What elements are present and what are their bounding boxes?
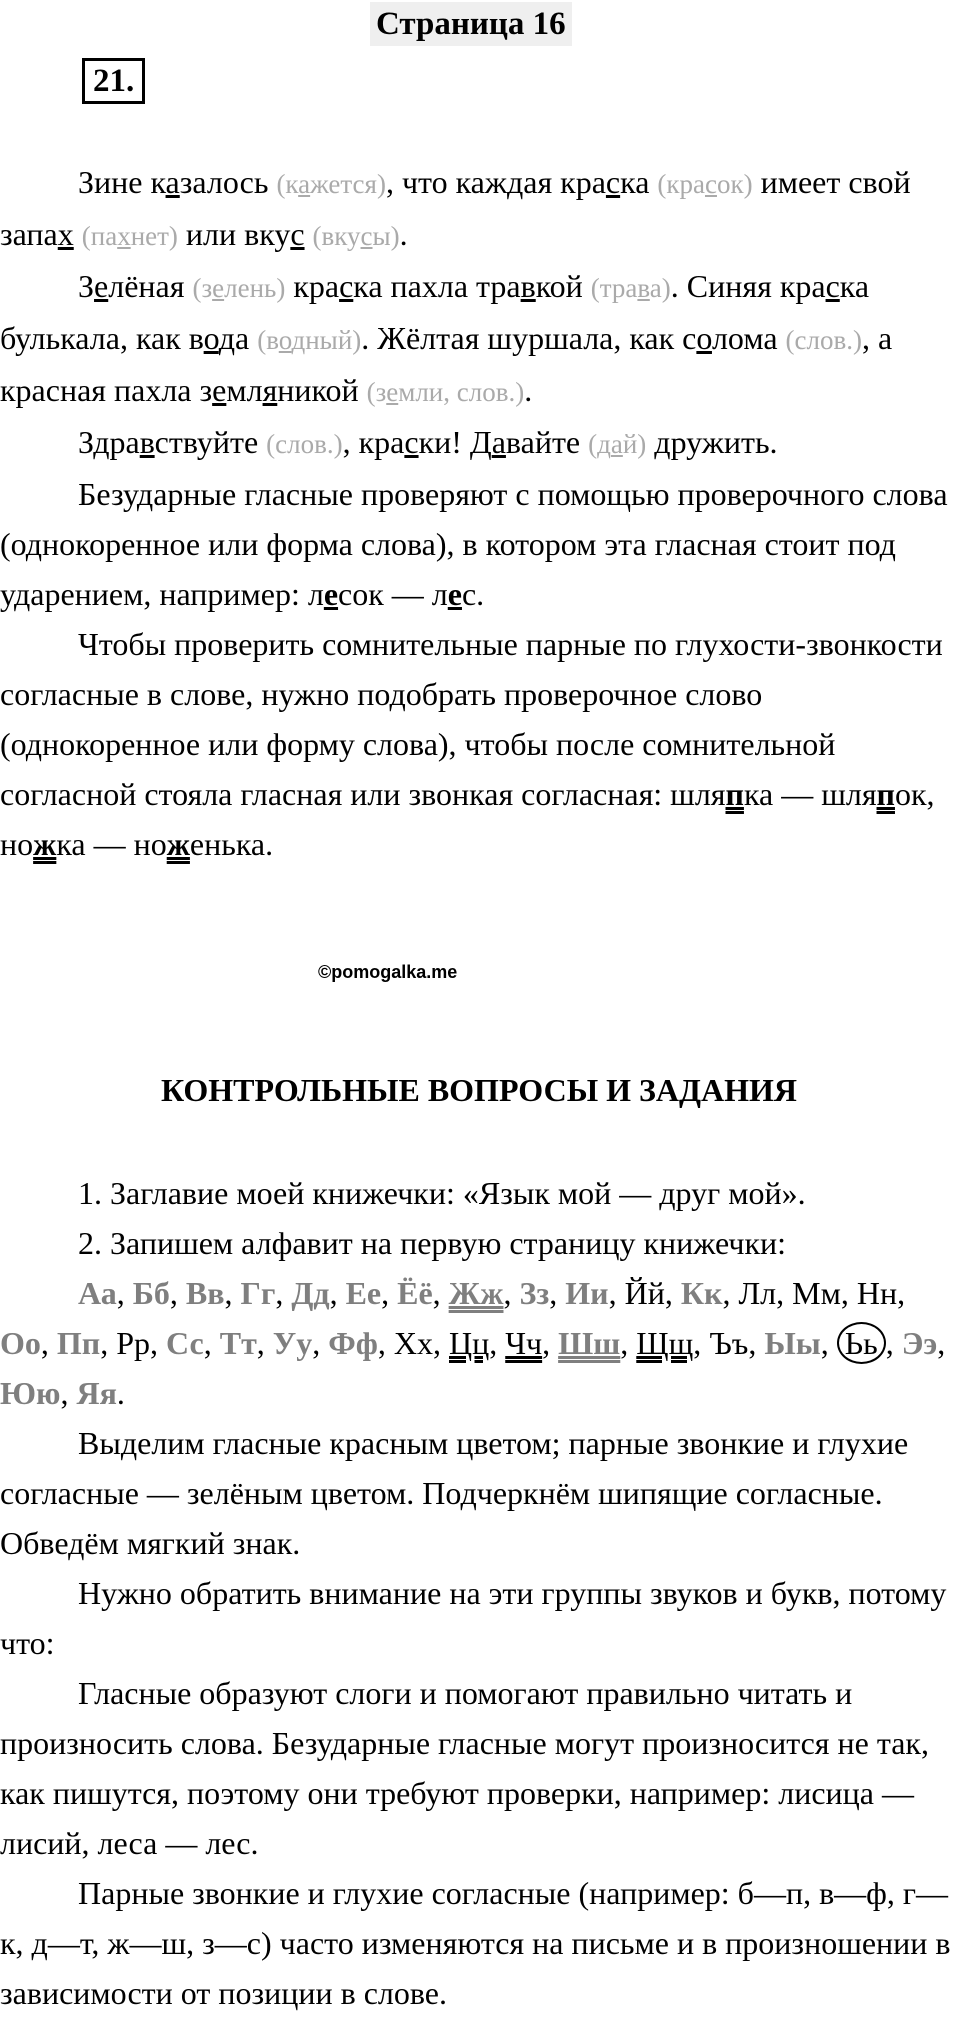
alphabet-separator: , — [169, 1275, 186, 1311]
check-word-hint: (земли, слов.) — [366, 377, 525, 407]
alphabet-separator: , — [256, 1325, 273, 1361]
alphabet-separator: , — [203, 1325, 220, 1361]
underlined-letter: с — [605, 164, 621, 200]
paragraph-4: Безударные гласные проверяют с помощью проверочного слова (однокоренное или форма слова), в котором эта гласная стоит под ударением, например: лесок — лес. — [0, 476, 948, 612]
alphabet-separator: , — [664, 1275, 681, 1311]
alphabet-separator: , — [820, 1325, 837, 1361]
alphabet-separator: , — [722, 1275, 739, 1311]
alphabet-separator: , — [381, 1275, 398, 1311]
check-word-hint: (пахнет) — [81, 221, 178, 251]
text-run — [74, 216, 82, 252]
stressed-vowel: е — [323, 576, 339, 612]
alphabet-separator: , — [433, 1325, 449, 1361]
alphabet-separator: , — [897, 1275, 906, 1311]
text-run: . — [399, 216, 408, 252]
alphabet-letter: Ээ — [901, 1325, 938, 1361]
alphabet-separator: , — [885, 1325, 902, 1361]
alphabet-separator: , — [312, 1325, 329, 1361]
alphabet-letter: Ее — [345, 1275, 382, 1311]
paragraph-8: Гласные образуют слоги и помогают правильно читать и произносить слова. Безударные гласные могут произносится не так, как пишутся, поэтому они требуют проверки, например: лисица — лисий, леса — лес. — [0, 1675, 929, 1861]
alphabet-letter: Юю — [0, 1375, 61, 1411]
alphabet-separator: , — [542, 1325, 559, 1361]
alphabet-letter: Нн — [856, 1275, 898, 1311]
underlined-letter: а — [165, 164, 180, 200]
alphabet-separator: , — [275, 1275, 292, 1311]
alphabet-letter: Цц — [449, 1325, 490, 1361]
stressed-vowel: е — [447, 576, 462, 612]
alphabet-letter: Аа — [78, 1275, 117, 1311]
checked-consonant: ж — [33, 826, 57, 862]
alphabet-separator: , — [60, 1375, 77, 1411]
checked-consonant: п — [725, 776, 744, 812]
alphabet-letter: Пп — [56, 1325, 101, 1361]
text-run: или вку — [177, 216, 291, 252]
section-heading: КОНТРОЛЬНЫЕ ВОПРОСЫ И ЗАДАНИЯ — [160, 1072, 798, 1108]
alphabet-letter: Уу — [272, 1325, 313, 1361]
alphabet-separator: , — [840, 1275, 857, 1311]
check-word-hint: (вкусы) — [312, 221, 400, 251]
check-word-hint: (красок) — [657, 169, 753, 199]
alphabet-separator: , — [748, 1325, 765, 1361]
alphabet-separator: , — [432, 1275, 449, 1311]
paragraph-1 — [0, 157, 958, 261]
alphabet-letter: Ыы — [764, 1325, 821, 1361]
check-word-hint: (трава) — [590, 273, 671, 303]
alphabet-list — [0, 1268, 958, 1418]
alphabet-separator: , — [776, 1275, 793, 1311]
checked-consonant: ж — [166, 826, 190, 862]
check-word-hint: (слов.) — [785, 325, 862, 355]
alphabet-letter: Хх — [393, 1325, 433, 1361]
paragraph-5: Чтобы проверить сомнительные парные по глухости-звонкости согласные в слове, нужно подобрать проверочное слово (однокоренное или форму слова), чтобы после сомнительной согласной стояла гласная или звонкая согласная: шляпка — шляпок, ножка — ноженька. — [0, 626, 943, 862]
text-run: залось — [179, 164, 277, 200]
watermark: ©pomogalka.me — [318, 962, 458, 982]
text-run: Зине к — [78, 164, 166, 200]
alphabet-letter: Жж — [448, 1275, 504, 1311]
paragraph-3: Здравствуйте (слов.), краски! Давайте (дай) дружить. — [78, 424, 778, 460]
alphabet-letter: Шш — [558, 1325, 621, 1361]
check-word-hint: (дай) — [588, 429, 647, 459]
alphabet-separator: , — [100, 1325, 117, 1361]
alphabet-letter: Гг — [240, 1275, 276, 1311]
alphabet-letter: Сс — [166, 1325, 204, 1361]
text-run: , что каждая кра — [385, 164, 606, 200]
alphabet-letter: Оо — [0, 1325, 41, 1361]
answer-text — [0, 157, 958, 869]
alphabet-letter: Кк — [680, 1275, 723, 1311]
alphabet-letter: Ёё — [397, 1275, 433, 1311]
alphabet-letter: Йй — [624, 1275, 665, 1311]
check-word-hint: (водный) — [257, 325, 362, 355]
alphabet-separator: , — [489, 1325, 506, 1361]
check-word-hint: (слов.) — [266, 429, 343, 459]
underlined-letter: с — [290, 216, 305, 252]
text-run — [305, 216, 313, 252]
alphabet-separator: , — [549, 1275, 566, 1311]
alphabet-letter: Лл — [738, 1275, 777, 1311]
alphabet-separator: , — [116, 1275, 133, 1311]
alphabet-letter: Вв — [185, 1275, 225, 1311]
question-1: 1. Заглавие моей книжечки: «Язык мой — друг мой». — [78, 1175, 806, 1211]
alphabet-separator: , — [693, 1325, 710, 1361]
alphabet-separator: . — [116, 1375, 125, 1411]
check-word-hint: (зелень) — [192, 273, 286, 303]
alphabet-separator: , — [224, 1275, 241, 1311]
alphabet-letter: Бб — [132, 1275, 170, 1311]
underlined-letter: х — [57, 216, 74, 252]
alphabet-letter: Ъъ — [709, 1325, 749, 1361]
alphabet-letter: Дд — [291, 1275, 330, 1311]
alphabet-letter: Ьь — [837, 1322, 886, 1364]
alphabet-letter: Ии — [565, 1275, 609, 1311]
paragraph-2: Зелёная (зелень) краска пахла травкой (трава). Синяя краска булькала, как вода (водный). Жёлтая шуршала, как солома (слов.), а красная пахла земляникой (земли, слов.). — [0, 268, 893, 408]
alphabet-letter: Мм — [792, 1275, 841, 1311]
alphabet-separator: , — [377, 1325, 394, 1361]
paragraph-6: Выделим гласные красным цветом; парные звонкие и глухие согласные — зелёным цветом. Подчеркнём шипящие согласные. Обведём мягкий знак. — [0, 1425, 909, 1561]
paragraph-9: Парные звонкие и глухие согласные (например: б—п, в—ф, г—к, д—т, ж—ш, з—с) часто изменяются на письме и в произношении в зависимости от позиции в слове. — [0, 1875, 951, 2011]
alphabet-separator: , — [503, 1275, 520, 1311]
alphabet-separator: , — [937, 1325, 946, 1361]
alphabet-letter: Зз — [519, 1275, 550, 1311]
alphabet-separator: , — [620, 1325, 637, 1361]
alphabet-letter: Тт — [219, 1325, 257, 1361]
alphabet-letter: Щщ — [636, 1325, 694, 1361]
text-run: ка — [620, 164, 658, 200]
alphabet-letter: Яя — [76, 1375, 117, 1411]
alphabet-letter: Рр — [116, 1325, 151, 1361]
alphabet-separator: , — [608, 1275, 625, 1311]
task-number: 21. — [82, 58, 145, 104]
checked-consonant: п — [876, 776, 895, 812]
page-title: Страница 16 — [370, 2, 572, 46]
check-word-hint: (кажется) — [276, 169, 386, 199]
alphabet-letter: Фф — [328, 1325, 378, 1361]
paragraph-7: Нужно обратить внимание на эти группы звуков и букв, потому что: — [0, 1575, 947, 1661]
questions-text — [0, 1168, 958, 2018]
question-2: 2. Запишем алфавит на первую страницу книжечки: — [78, 1225, 787, 1261]
alphabet-separator: , — [329, 1275, 346, 1311]
alphabet-separator: , — [150, 1325, 167, 1361]
text-run: имеет свой запа — [0, 164, 911, 252]
alphabet-separator: , — [40, 1325, 57, 1361]
alphabet-letter: Чч — [505, 1325, 543, 1361]
